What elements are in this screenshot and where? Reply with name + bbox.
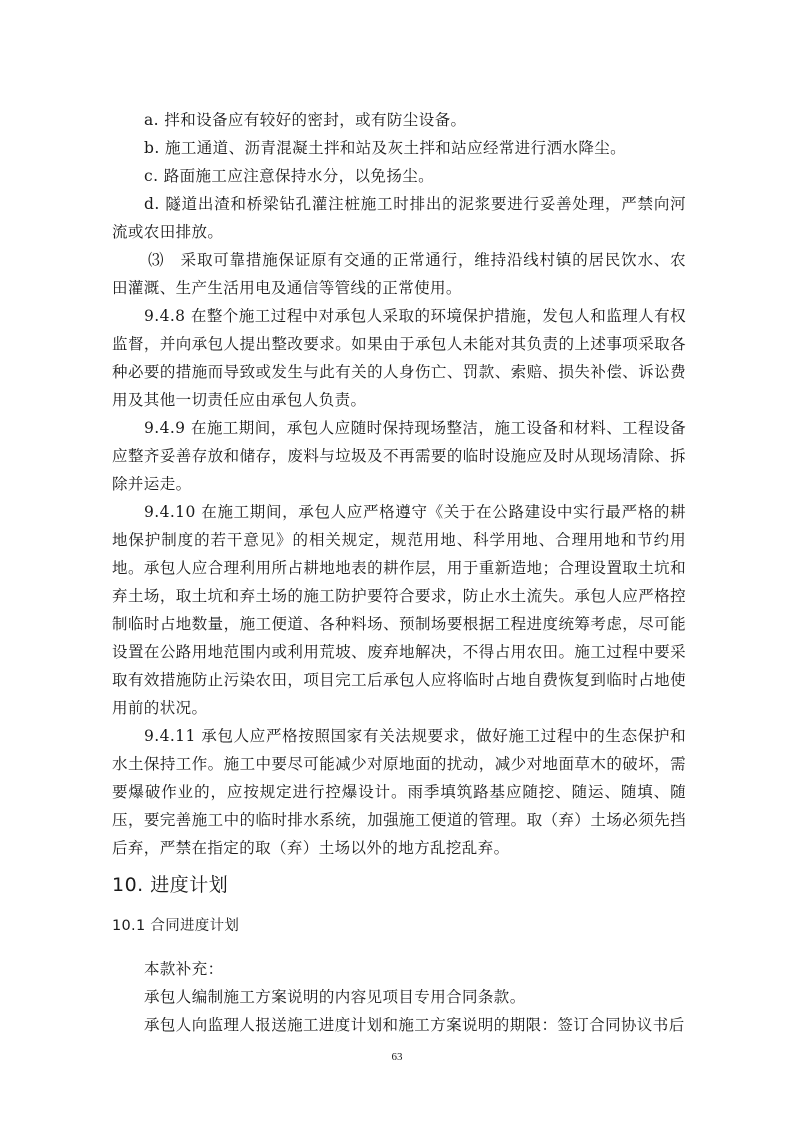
section-line: 承包人编制施工方案说明的内容见项目专用合同条款。 [144, 988, 526, 1006]
clause-a: a. 拌和设备应有较好的密封，或有防尘设备。 [144, 111, 467, 129]
subsection-heading: 10.1 合同进度计划 [112, 918, 240, 934]
clause-c: c. 路面施工应注意保持水分，以免扬尘。 [144, 167, 435, 185]
clause-b: b. 施工通道、沥青混凝土拌和站及灰土拌和站应经常进行洒水降尘。 [144, 139, 627, 157]
clause-9-4-11: 9.4.11 承包人应严格按照国家有关法规要求，做好施工过程中的生态保护和水土保持工作。施工中要尽可能减少对原地面的扰动，减少对地面草木的破坏，需要爆破作业的，应按规定进行控爆设计。雨季填筑路基应随挖、随运、随填、随压，要完善施工中的临时排水系统，加强施工便道的管理。取（弃）土场必须先挡后弃，严禁在指定的取（弃）土场以外的地方乱挖乱弃。 [112, 727, 686, 857]
clause-3: ⑶ 采取可靠措施保证原有交通的正常通行，维持沿线村镇的居民饮水、农田灌溉、生产生活用电及通信等管线的正常使用。 [112, 251, 686, 297]
clause-9-4-9: 9.4.9 在施工期间，承包人应随时保持现场整洁，施工设备和材料、工程设备应整齐妥善存放和储存，废料与垃圾及不再需要的临时设施应及时从现场清除、拆除并运走。 [112, 419, 686, 493]
section-line: 本款补充： [144, 960, 224, 978]
clause-9-4-8: 9.4.8 在整个施工过程中对承包人采取的环境保护措施，发包人和监理人有权监督，并向承包人提出整改要求。如果由于承包人未能对其负责的上述事项采取各种必要的措施而导致或发生与此有关的人身伤亡、罚款、索赔、损失补偿、诉讼费用及其他一切责任应由承包人负责。 [112, 307, 686, 409]
section-heading: 10. 进度计划 [112, 874, 229, 896]
section-body [112, 955, 686, 1039]
clause-d: d. 隧道出渣和桥梁钻孔灌注桩施工时排出的泥浆要进行妥善处理，严禁向河流或农田排放。 [112, 195, 686, 241]
clause-9-4-10: 9.4.10 在施工期间，承包人应严格遵守《关于在公路建设中实行最严格的耕地保护制度的若干意见》的相关规定，规范用地、科学用地、合理用地和节约用地。承包人应合理利用所占耕地地表的耕作层，用于重新造地；合理设置取土坑和弃土场，取土坑和弃土场的施工防护要符合要求，防止水土流失。承包人应严格控制临时占地数量，施工便道、各种料场、预制场要根据工程进度统筹考虑，尽可能设置在公路用地范围内或利用荒坡、废弃地解决，不得占用农田。施工过程中要采取有效措施防止污染农田，项目完工后承包人应将临时占地自费恢复到临时占地使用前的状况。 [112, 503, 686, 717]
page-number: 63 [391, 1051, 403, 1063]
body-text [112, 106, 686, 862]
section-line: 承包人向监理人报送施工进度计划和施工方案说明的期限：签订合同协议书后 [144, 1016, 685, 1034]
